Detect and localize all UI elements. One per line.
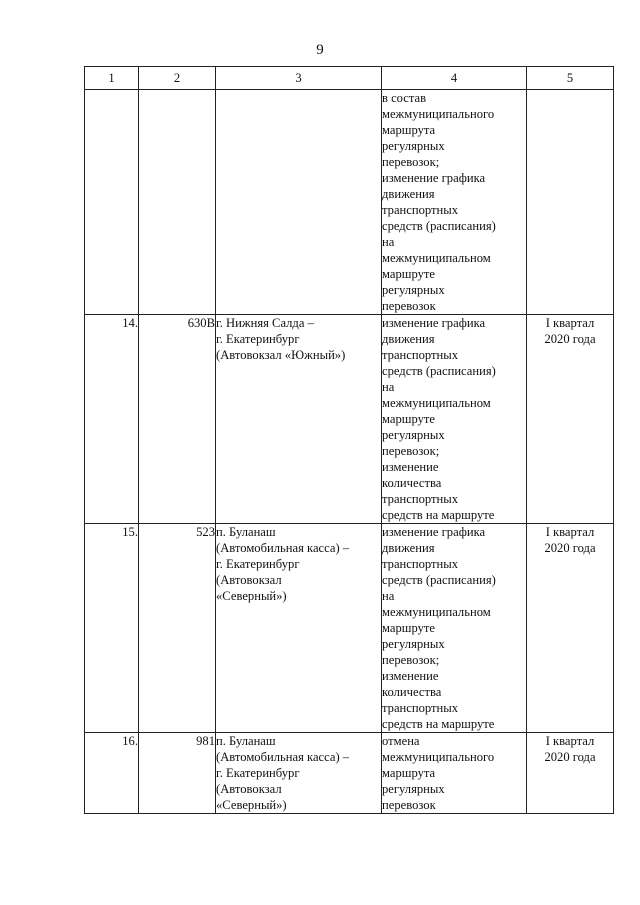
route-number: 523: [139, 524, 216, 733]
header-col-4: 4: [382, 67, 527, 90]
route-name: [216, 90, 382, 315]
route-number: 630В: [139, 315, 216, 524]
table-row: [85, 733, 614, 814]
term: I квартал 2020 года: [527, 315, 614, 524]
table-row: [85, 90, 614, 315]
change-description: изменение графика движения транспортных средств (расписания) на межмуниципальном маршруте регулярных перевозок; изменение количества транспортных средств на маршруте: [382, 524, 527, 733]
route-name: п. Буланаш (Автомобильная касса) – г. Екатеринбург (Автовокзал «Северный»): [216, 733, 382, 814]
page-number: 9: [316, 42, 324, 58]
term: I квартал 2020 года: [527, 524, 614, 733]
term: [527, 90, 614, 315]
route-number: [139, 90, 216, 315]
change-description: изменение графика движения транспортных средств (расписания) на межмуниципальном маршруте регулярных перевозок; изменение количества транспортных средств на маршруте: [382, 315, 527, 524]
route-number: 981: [139, 733, 216, 814]
term: I квартал 2020 года: [527, 733, 614, 814]
header-col-5: 5: [527, 67, 614, 90]
routes-table: [84, 66, 614, 814]
route-name: п. Буланаш (Автомобильная касса) – г. Екатеринбург (Автовокзал «Северный»): [216, 524, 382, 733]
table-row: [85, 524, 614, 733]
row-number: 15.: [85, 524, 139, 733]
header-row: [85, 67, 614, 90]
row-number: [85, 90, 139, 315]
route-name: г. Нижняя Салда – г. Екатеринбург (Автовокзал «Южный»): [216, 315, 382, 524]
header-col-2: 2: [139, 67, 216, 90]
header-col-3: 3: [216, 67, 382, 90]
change-description: отмена межмуниципального маршрута регулярных перевозок: [382, 733, 527, 814]
row-number: 16.: [85, 733, 139, 814]
change-description: в состав межмуниципального маршрута регулярных перевозок; изменение графика движения транспортных средств (расписания) на межмуниципальном маршруте регулярных перевозок: [382, 90, 527, 315]
row-number: 14.: [85, 315, 139, 524]
table-row: [85, 315, 614, 524]
header-col-1: 1: [85, 67, 139, 90]
